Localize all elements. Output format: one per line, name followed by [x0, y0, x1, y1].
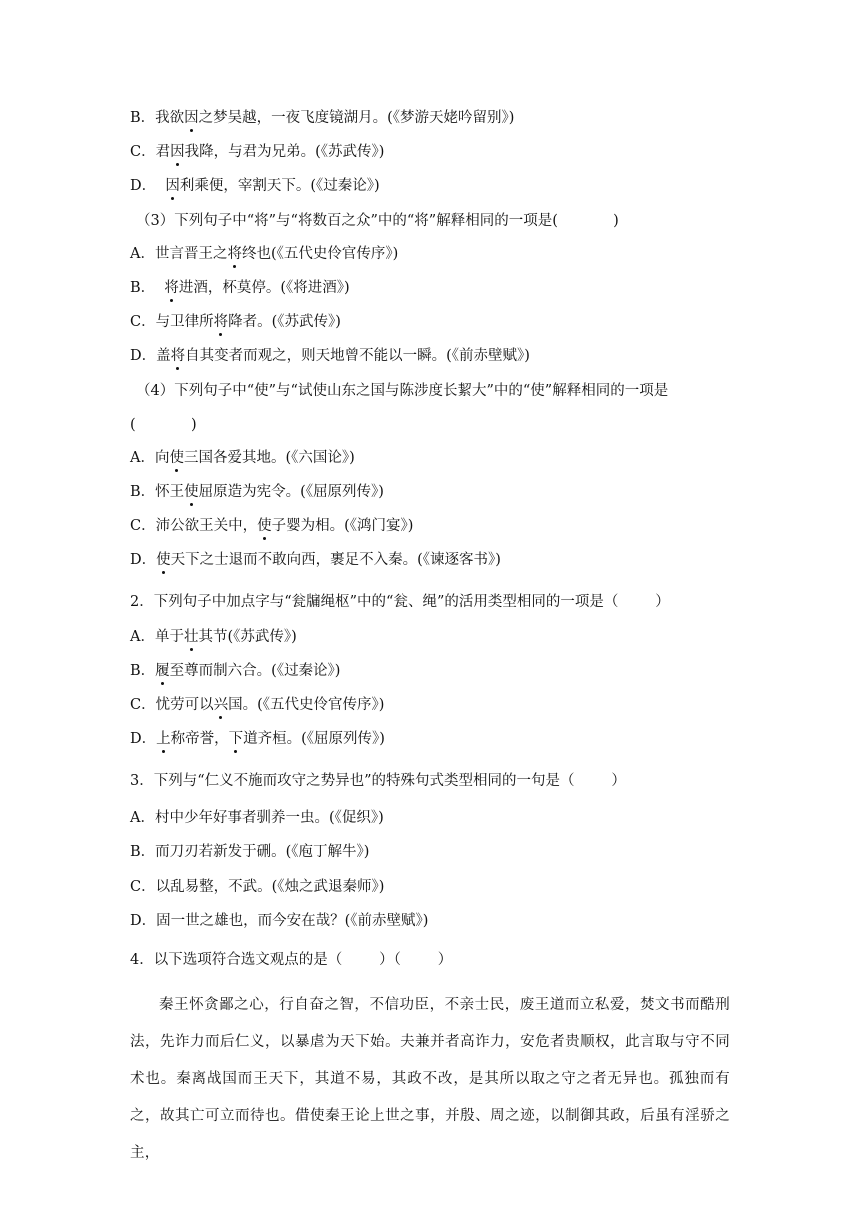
emphasis-char: 将 [170, 348, 186, 364]
reading-passage: 秦王怀贪鄙之心，行自奋之智，不信功臣，不亲士民，废王道而立私爱，焚文书而酷刑法，先诈力而后仁义，以暴虐为天下始。夫兼并者高诈力，安危者贵顺权，此言取与守不同术也。秦离战国而王天下，其道不易，其政不改，是其所以取之守之者无异也。孤独而有之，故其亡可立而待也。借使秦王论上世之事，并殷、周之迹，以制御其政，后虽有淫骄之主， [130, 997, 730, 1161]
emphasis-char: 将 [213, 314, 229, 330]
emphasis-char: 上 [156, 731, 171, 747]
q2-option-d[interactable]: D．上称帝誉，下道齐桓。(《屈原列传》) [130, 731, 385, 747]
subquestion-4-stem: （4）下列句子中“使”与“试使山东之国与陈涉度长絜大”中的“使”解释相同的一项是 [136, 383, 669, 399]
subq4-option-c[interactable]: C．沛公欲王关中，使子婴为相。(《鸿门宴》) [130, 518, 414, 534]
q2-option-a[interactable]: A．单于壮其节(《苏武传》) [130, 629, 297, 645]
subq4-option-d[interactable]: D．使天下之士退而不敢向西，裹足不入秦。(《谏逐客书》) [130, 552, 501, 568]
q2-option-c[interactable]: C．忧劳可以兴国。(《五代史伶官传序》) [130, 697, 385, 713]
emphasis-char: 使 [184, 484, 199, 500]
subquestion-4-paren: ( ) [130, 417, 197, 433]
emphasis-char: 使 [156, 552, 171, 568]
q3-option-b[interactable]: B．而刀刃若新发于硎。(《庖丁解牛》) [130, 844, 370, 860]
q1-option-b[interactable]: B．我欲因之梦吴越，一夜飞度镜湖月。(《梦游天姥吟留别》) [130, 110, 515, 126]
question-2-stem: 2．下列句子中加点字与“瓮牖绳枢”中的“瓮、绳”的活用类型相同的一项是（ ） [130, 594, 670, 610]
emphasis-char: 将 [227, 246, 242, 262]
emphasis-char: 壮 [183, 629, 199, 645]
emphasis-char: 下 [228, 731, 244, 747]
emphasis-char: 因 [184, 110, 199, 126]
question-4-stem: 4．以下选项符合选文观点的是（ ）（ ） [130, 952, 453, 968]
emphasis-char: 因 [165, 178, 180, 194]
subq3-option-a[interactable]: A．世言晋王之将终也(《五代史伶官传序》) [130, 246, 399, 262]
subq3-option-c[interactable]: C．与卫律所将降者。(《苏武传》) [130, 314, 341, 330]
q3-option-c[interactable]: C．以乱易整，不武。(《烛之武退秦师》) [130, 879, 385, 895]
question-3-stem: 3．下列与“仁义不施而攻守之势异也”的特殊句式类型相同的一句是（ ） [130, 773, 626, 789]
subq4-option-a[interactable]: A．向使三国各爱其地。(《六国论》) [130, 450, 355, 466]
emphasis-char: 使 [257, 518, 272, 534]
subquestion-3-stem: （3）下列句子中“将”与“将数百之众”中的“将”解释相同的一项是( ) [136, 213, 619, 229]
q1-option-c[interactable]: C．君因我降，与君为兄弟。(《苏武传》) [130, 144, 385, 160]
q3-option-a[interactable]: A．村中少年好事者驯养一虫。(《促织》) [130, 810, 384, 826]
emphasis-char: 将 [164, 280, 179, 296]
emphasis-char: 因 [170, 144, 185, 160]
q3-option-d[interactable]: D．固一世之雄也，而今安在哉？(《前赤壁赋》) [130, 913, 429, 929]
subq3-option-d[interactable]: D．盖将自其变者而观之，则天地曾不能以一瞬。(《前赤壁赋》) [130, 348, 530, 364]
emphasis-char: 使 [169, 450, 184, 466]
q1-option-d[interactable]: D． 因利乘便，宰割天下。(《过秦论》) [130, 178, 380, 194]
emphasis-char: 履 [155, 663, 170, 679]
subq4-option-b[interactable]: B．怀王使屈原造为宪令。(《屈原列传》) [130, 484, 384, 500]
subq3-option-b[interactable]: B． 将进酒，杯莫停。(《将进酒》) [130, 280, 350, 296]
q2-option-b[interactable]: B．履至尊而制六合。(《过秦论》) [130, 663, 341, 679]
emphasis-char: 兴 [213, 697, 229, 713]
